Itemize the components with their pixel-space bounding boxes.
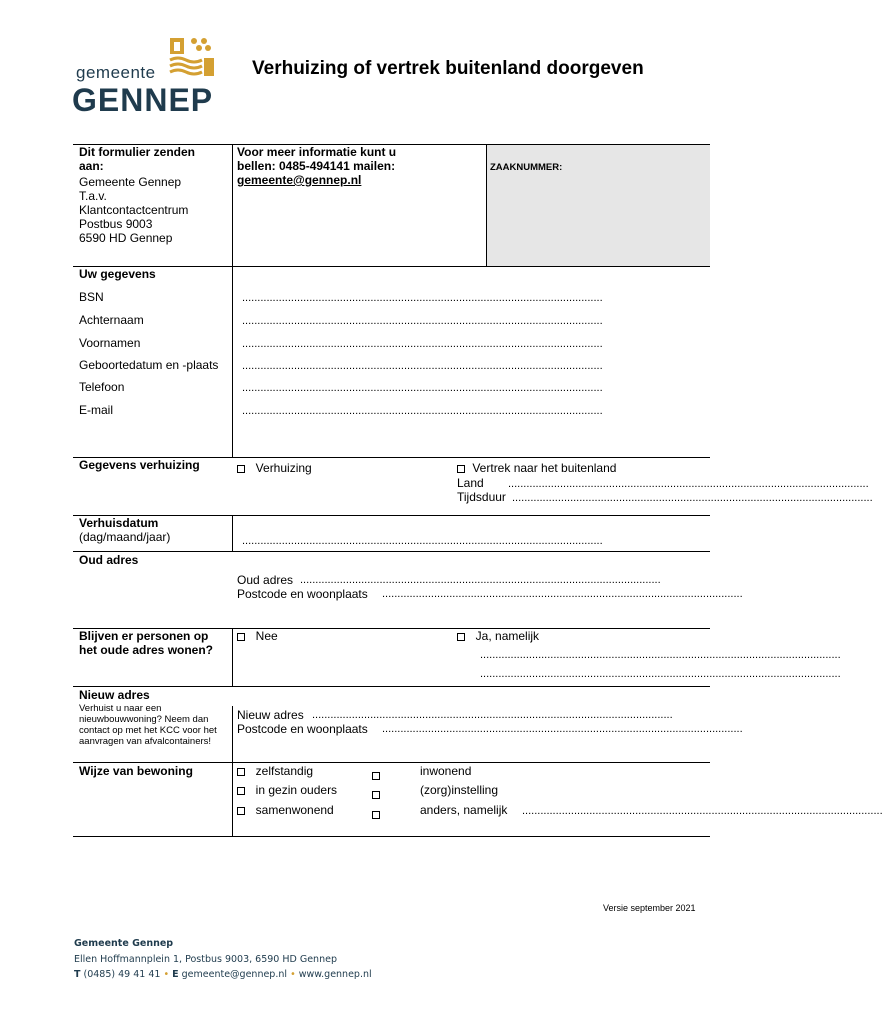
living-heading: Wijze van bewoning — [79, 764, 193, 778]
footer-name: Gemeente Gennep — [74, 938, 174, 949]
footer-email-link[interactable]: gemeente@gennep.nl — [181, 969, 288, 980]
input-birth[interactable]: ...................................................................................................................... — [242, 360, 603, 372]
old-postcode-line: Postcode en woonplaats — [237, 587, 368, 601]
checkbox-icon[interactable] — [372, 772, 380, 780]
checkbox-other[interactable] — [372, 806, 384, 824]
field-label-surname: Achternaam — [79, 313, 144, 327]
option-abroad[interactable]: Vertrek naar het buitenland — [457, 461, 616, 475]
checkbox-icon[interactable] — [237, 807, 245, 815]
send-to-address: Gemeente Gennep T.a.v. Klantcontactcentrum Postbus 9003 6590 HD Gennep — [79, 175, 189, 245]
input-land[interactable]: ...................................................................................................................... — [508, 478, 869, 490]
input-email[interactable]: ...................................................................................................................... — [242, 405, 603, 417]
logo-gennep-text: GENNEP — [72, 82, 214, 118]
option-care-label: (zorg)instelling — [420, 783, 499, 797]
date-heading: Verhuisdatum — [79, 516, 159, 530]
personal-heading: Uw gegevens — [79, 267, 156, 281]
input-old-postcode[interactable]: ...................................................................................................................... — [382, 588, 743, 600]
field-label-bsn: BSN — [79, 290, 104, 304]
field-label-phone: Telefoon — [79, 380, 125, 394]
input-new-postcode[interactable]: ...................................................................................................................... — [382, 723, 743, 735]
option-with-parents[interactable]: in gezin ouders — [237, 783, 337, 797]
checkbox-icon[interactable] — [457, 465, 465, 473]
checkbox-care[interactable] — [372, 786, 384, 804]
duration-field[interactable]: Tijdsduur — [457, 490, 506, 504]
send-to-heading: Dit formulier zenden aan: — [79, 145, 196, 173]
input-old-address[interactable]: ...................................................................................................................... — [300, 574, 661, 586]
contact-info: Voor meer informatie kunt u bellen: 0485-494141 mailen: gemeente@gennep.nl — [237, 145, 397, 187]
checkbox-icon[interactable] — [237, 465, 245, 473]
move-heading: Gegevens verhuizing — [79, 458, 200, 472]
field-label-firstnames: Voornamen — [79, 336, 141, 350]
option-other-label: anders, namelijk — [420, 803, 508, 817]
option-no[interactable]: Nee — [237, 629, 278, 643]
footer-web-link[interactable]: www.gennep.nl — [298, 969, 372, 980]
date-sub: (dag/maand/jaar) — [79, 530, 171, 544]
input-phone[interactable]: ...................................................................................................................... — [242, 382, 603, 394]
new-address-line: Nieuw adres — [237, 708, 304, 722]
checkbox-icon[interactable] — [372, 811, 380, 819]
checkbox-icon[interactable] — [372, 791, 380, 799]
contact-email-link[interactable]: gemeente@gennep.nl — [237, 173, 362, 187]
option-yes[interactable]: Ja, namelijk — [457, 629, 539, 643]
input-duration[interactable]: ...................................................................................................................... — [512, 492, 873, 504]
checkbox-icon[interactable] — [457, 633, 465, 641]
new-address-note: Verhuist u naar een nieuwbouwwoning? Neem dan contact op met het KCC voor het aanvragen van afvalcontainers! — [79, 703, 217, 747]
input-remain-2[interactable]: ...................................................................................................................... — [480, 668, 841, 680]
footer-contact: T (0485) 49 41 41 • E gemeente@gennep.nl • www.gennep.nl — [74, 969, 372, 980]
logo-gemeente-text: gemeente — [76, 63, 156, 82]
gennep-logo — [70, 36, 230, 116]
input-remain-1[interactable]: ...................................................................................................................... — [480, 649, 841, 661]
version-text: Versie september 2021 — [603, 903, 696, 913]
footer-address: Ellen Hoffmannplein 1, Postbus 9003, 6590 HD Gennep — [74, 954, 337, 965]
checkbox-icon[interactable] — [237, 768, 245, 776]
option-independent[interactable]: zelfstandig — [237, 764, 313, 778]
land-field[interactable]: Land — [457, 476, 484, 490]
option-cohabiting[interactable]: samenwonend — [237, 803, 334, 817]
old-address-heading: Oud adres — [79, 553, 139, 567]
old-address-line: Oud adres — [237, 573, 294, 587]
option-move[interactable]: Verhuizing — [237, 461, 312, 475]
remain-heading: Blijven er personen op het oude adres wonen? — [79, 629, 214, 657]
field-label-birth: Geboortedatum en -plaats — [79, 358, 219, 372]
input-date[interactable]: ...................................................................................................................... — [242, 535, 603, 547]
coat-of-arms-icon — [168, 36, 218, 78]
input-surname[interactable]: ...................................................................................................................... — [242, 315, 603, 327]
option-lodging-label: inwonend — [420, 764, 472, 778]
checkbox-icon[interactable] — [237, 787, 245, 795]
case-number-label: ZAAKNUMMER: — [490, 162, 563, 173]
input-bsn[interactable]: ...................................................................................................................... — [242, 292, 603, 304]
checkbox-lodging[interactable] — [372, 767, 384, 785]
field-label-email: E-mail — [79, 403, 114, 417]
input-other[interactable]: ...................................................................................................................... — [522, 805, 883, 817]
new-postcode-line: Postcode en woonplaats — [237, 722, 368, 736]
input-firstnames[interactable]: ...................................................................................................................... — [242, 338, 603, 350]
checkbox-icon[interactable] — [237, 633, 245, 641]
page-title: Verhuizing of vertrek buitenland doorgeven — [252, 58, 644, 79]
new-address-heading: Nieuw adres — [79, 688, 150, 702]
input-new-address[interactable]: ...................................................................................................................... — [312, 709, 673, 721]
